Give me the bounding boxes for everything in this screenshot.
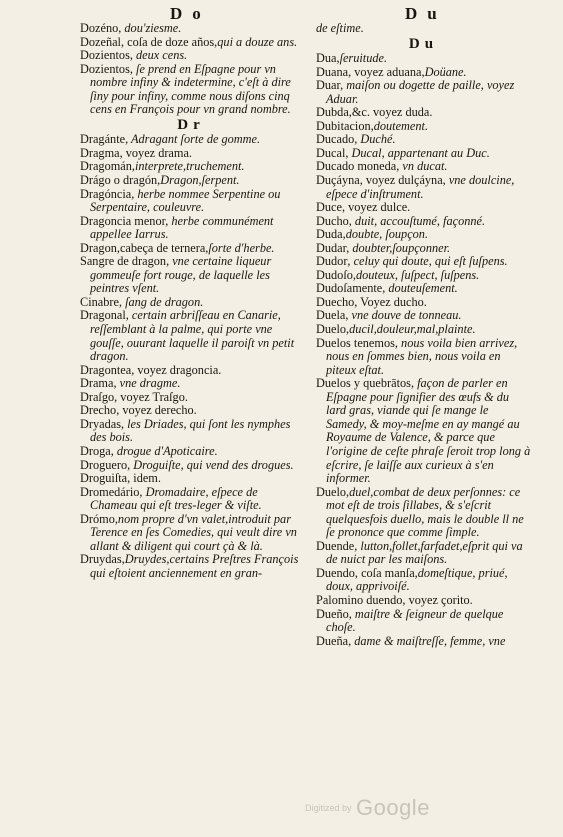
dictionary-entry (80, 377, 302, 391)
dictionary-entry (316, 228, 531, 242)
entry-headword: Dua, (316, 51, 340, 66)
entry-headword: Drómo, (80, 511, 118, 526)
entry-headword: Druydas, (80, 552, 125, 567)
entry-gloss: dame & maiſtreſſe, femme, vne (351, 633, 506, 648)
entry-headword: Duelos tenemos (316, 335, 395, 350)
entry-gloss: Ducal, appartenant au Duc. (348, 145, 490, 160)
dictionary-entry (80, 364, 302, 378)
dictionary-entry (316, 540, 531, 567)
dictionary-entry (316, 282, 531, 296)
dictionary-entry (80, 242, 302, 256)
dictionary-entry (316, 635, 531, 649)
dictionary-entry (80, 418, 302, 445)
running-head-right: Du (405, 4, 447, 23)
dictionary-entry (316, 337, 531, 378)
entry-gloss: qui a douze ans. (217, 34, 298, 49)
entry-gloss: duel,combat de deux perſonnes: ce mot eſt de trois ſillabes, & s'eſcrit quelquesfois duello, mais le double ll ne ſe prononce que comme ſimple. (326, 484, 524, 540)
entry-headword: Drama, (80, 376, 117, 391)
entry-headword: Dubitacion, (316, 118, 374, 133)
dictionary-entry (316, 66, 531, 80)
section-heading: Du (408, 35, 439, 52)
entry-gloss: Doüane. (424, 64, 467, 79)
entry-headword: Ducado moneda, (316, 159, 400, 174)
entry-headword: Dudoſo, (316, 267, 356, 282)
entry-headword: Duce, voyez dulce. (316, 200, 411, 215)
entry-headword: Duelo, (316, 322, 350, 337)
entry-gloss: herbe communément appellee Iarrus. (90, 213, 274, 242)
entry-headword: Duana, voyez aduana, (316, 64, 425, 79)
entry-headword: Dozeñal, coſa de doze años, (80, 34, 218, 49)
entry-gloss: douteuſement. (385, 281, 458, 296)
watermark-brand: Google (355, 795, 430, 820)
dictionary-entry (316, 22, 531, 36)
dictionary-entry (80, 49, 302, 63)
dictionary-entry (316, 594, 531, 608)
entry-gloss: vn ducat. (399, 159, 448, 174)
entry-headword: Sangre de dragon (80, 254, 167, 269)
entry-headword: Dragontea, voyez dragoncia. (80, 362, 222, 377)
entry-headword: Dragoncia menor, (80, 213, 169, 228)
dictionary-entry (316, 486, 531, 540)
entry-headword: Cinabre, (80, 294, 123, 309)
entry-headword: Droga, (80, 443, 114, 458)
entry-headword: Duelo, (316, 484, 350, 499)
dictionary-entry (316, 377, 531, 485)
entry-headword: Dragon,cabeça de ternera (80, 240, 206, 255)
entry-gloss: de eſtime. (316, 21, 364, 35)
dictionary-entry (316, 242, 531, 256)
dictionary-entry (316, 120, 531, 134)
entry-gloss: ſang de dragon. (122, 294, 204, 309)
dictionary-entry (80, 133, 302, 147)
dictionary-entry (316, 147, 531, 161)
dictionary-entry (80, 255, 302, 296)
entry-headword: Dueña, (316, 633, 352, 648)
dictionary-entry (316, 567, 531, 594)
section-heading: Dr (177, 116, 205, 133)
entry-headword: Dragomán, (80, 159, 135, 174)
dictionary-entry (316, 52, 531, 66)
entry-headword: Duecho, Voyez ducho. (316, 294, 427, 309)
dictionary-entry (316, 106, 531, 120)
dictionary-entry (80, 36, 302, 50)
entry-gloss: nom propre d'vn valet,introduit par Terence en ſes Comedies, qui veult dire vn allant & diligent qui court çà & là. (90, 511, 297, 553)
entry-headword: Dudar, (316, 240, 350, 255)
entry-headword: Dubda,&c. voyez duda. (316, 105, 433, 120)
dictionary-entry (316, 269, 531, 283)
dictionary-entry (80, 174, 302, 188)
left-column (80, 22, 302, 580)
entry-headword: Palomino duendo, voyez çorito. (316, 592, 473, 607)
dictionary-entry (80, 147, 302, 161)
entry-headword: Ducado, (316, 132, 358, 147)
entry-headword: Duar, (316, 78, 344, 93)
dictionary-entry (316, 255, 531, 269)
entry-gloss: duit, accouſtumé, façonné. (351, 213, 486, 228)
entry-gloss: interprete,truchement. (134, 159, 245, 174)
entry-headword: Duçáyna, voyez dulçáyna, (316, 173, 446, 188)
entry-gloss: drogue d'Apoticaire. (113, 443, 218, 458)
dictionary-entry (80, 63, 302, 117)
entry-headword: Dragonal (80, 308, 126, 323)
dictionary-entry (80, 513, 302, 554)
entry-headword: Dozéno, (80, 21, 122, 35)
entry-gloss: Adragant ſorte de gomme. (128, 132, 261, 147)
entry-gloss: ſeruitude. (339, 51, 388, 66)
entry-gloss: , Droguiſte, qui vend des drogues. (127, 457, 294, 472)
watermark-prefix: Digitized by (305, 803, 352, 813)
entry-gloss: doubte, ſoupçon. (345, 227, 429, 242)
google-watermark (305, 795, 430, 821)
entry-gloss: Dragon,ſerpent. (160, 173, 240, 188)
entry-gloss: , celuy qui doute, qui eſt ſuſpens. (347, 254, 508, 269)
entry-headword: Dragóncia (80, 186, 132, 201)
dictionary-entry (80, 215, 302, 242)
entry-headword: Dudoſamente, (316, 281, 386, 296)
entry-headword: Dromedário (80, 484, 140, 499)
entry-gloss: doutement. (373, 118, 429, 133)
entry-headword: Duelos y quebrātos (316, 376, 411, 391)
dictionary-entry (80, 486, 302, 513)
dictionary-entry (316, 79, 531, 106)
dictionary-entry (80, 296, 302, 310)
entry-headword: Dragma, voyez drama. (80, 145, 192, 160)
entry-headword: Dryadas (80, 416, 121, 431)
dictionary-entry (316, 323, 531, 337)
entry-headword: Ducal, (316, 145, 349, 160)
entry-gloss: , vne certaine liqueur gommeuſe fort rouge, de laquelle les peintres vſent. (90, 254, 272, 296)
entry-headword: Dozientos (80, 61, 130, 76)
entry-gloss: Duché. (357, 132, 396, 147)
dictionary-entry (80, 404, 302, 418)
entry-headword: Dueño, (316, 606, 352, 621)
entry-gloss: , certain arbriſſeau en Canarie, reſſemblant à la palme, qui porte vne gouſſe, ouurant laquelle il paroiſt vn petit dragon. (90, 308, 295, 364)
entry-headword: Drágo o dragón, (80, 173, 161, 188)
dictionary-entry (316, 608, 531, 635)
dictionary-entry (316, 133, 531, 147)
dictionary-entry (316, 215, 531, 229)
dictionary-entry (80, 553, 302, 580)
entry-gloss: , Dromadaire, eſpece de Chameau qui eſt tres-leger & viſte. (90, 484, 262, 513)
dictionary-entry (316, 296, 531, 310)
entry-gloss: dou'ziesme. (121, 21, 182, 35)
entry-headword: Ducho, (316, 213, 352, 228)
dictionary-entry (316, 160, 531, 174)
entry-headword: Duende (316, 538, 355, 553)
entry-headword: Duendo, coſa manſa, (316, 565, 418, 580)
entry-gloss: vne dragme. (116, 376, 181, 391)
entry-gloss: , herbe nommee Serpentine ou Serpentaire, couleuvre. (90, 186, 281, 215)
entry-gloss: deux cens. (132, 48, 188, 63)
entry-headword: Droguero (80, 457, 128, 472)
entry-headword: Droguiſta, idem. (80, 471, 161, 486)
entry-headword: Dozientos, (80, 48, 133, 63)
dictionary-entry (80, 391, 302, 405)
entry-gloss: ,ſorte d'herbe. (205, 240, 275, 255)
dictionary-entry (316, 201, 531, 215)
entry-gloss: , façon de parler en Eſpagne pour ſignifier des œufs & du lard gras, viande qui ſe mange le Samedy, & moy-meſme en ay mangé au Royaume de Valence, & parce que l'origine de ceſte phraſe ſeroit trop long à eſcrire, ſe laiſſe aux curieux à s'en informer. (326, 376, 531, 486)
entry-gloss: maiſtre & ſeigneur de quelque choſe. (326, 606, 504, 635)
entry-gloss: , ſe prend en Eſpagne pour vn nombre infiny & indetermine, c'eſt à dire ſiny pour infiny, comme nous diſons cinq cens en François pour vn grand nombre. (90, 61, 291, 117)
entry-gloss: douteux, ſuſpect, ſuſpens. (355, 267, 480, 282)
entry-gloss: maiſon ou dogette de paille, voyez Aduar. (326, 78, 515, 106)
entry-gloss: Druydes,certains Preſtres François qui eſtoient anciennement en gran- (90, 552, 299, 580)
dictionary-entry (80, 459, 302, 473)
dictionary-entry (80, 188, 302, 215)
entry-headword: Draſgo, voyez Traſgo. (80, 389, 188, 404)
entry-gloss: doubter,ſoupçonner. (349, 240, 451, 255)
dictionary-entry (316, 174, 531, 201)
entry-headword: Duela, (316, 308, 349, 323)
entry-headword: Drecho, voyez derecho. (80, 403, 197, 418)
entry-headword: Dragánte, (80, 132, 129, 147)
entry-headword: Dudor (316, 254, 348, 269)
dictionary-entry (80, 160, 302, 174)
entry-gloss: vne douve de tonneau. (348, 308, 462, 323)
entry-gloss: , nous voila bien arrivez, nous en ſommes bien, nous voila en piteux eſtat. (326, 335, 518, 377)
running-head-left: Do (170, 4, 211, 23)
dictionary-entry (80, 472, 302, 486)
right-column (316, 22, 531, 648)
dictionary-entry (80, 445, 302, 459)
dictionary-entry (80, 22, 302, 36)
entry-gloss: , lutton,follet,farfadet,eſprit qui va de nuict par les maiſons. (326, 538, 523, 567)
dictionary-entry (80, 309, 302, 363)
entry-headword: Duda, (316, 227, 346, 242)
entry-gloss: domeſtique, priué, doux, apprivoiſé. (326, 565, 508, 594)
entry-gloss: ducil,douleur,mal,plainte. (349, 322, 476, 337)
entry-gloss: , les Driades, qui ſont les nymphes des bois. (90, 416, 291, 445)
dictionary-entry (316, 309, 531, 323)
entry-gloss: vne doulcine, eſpece d'inſtrument. (326, 173, 515, 201)
